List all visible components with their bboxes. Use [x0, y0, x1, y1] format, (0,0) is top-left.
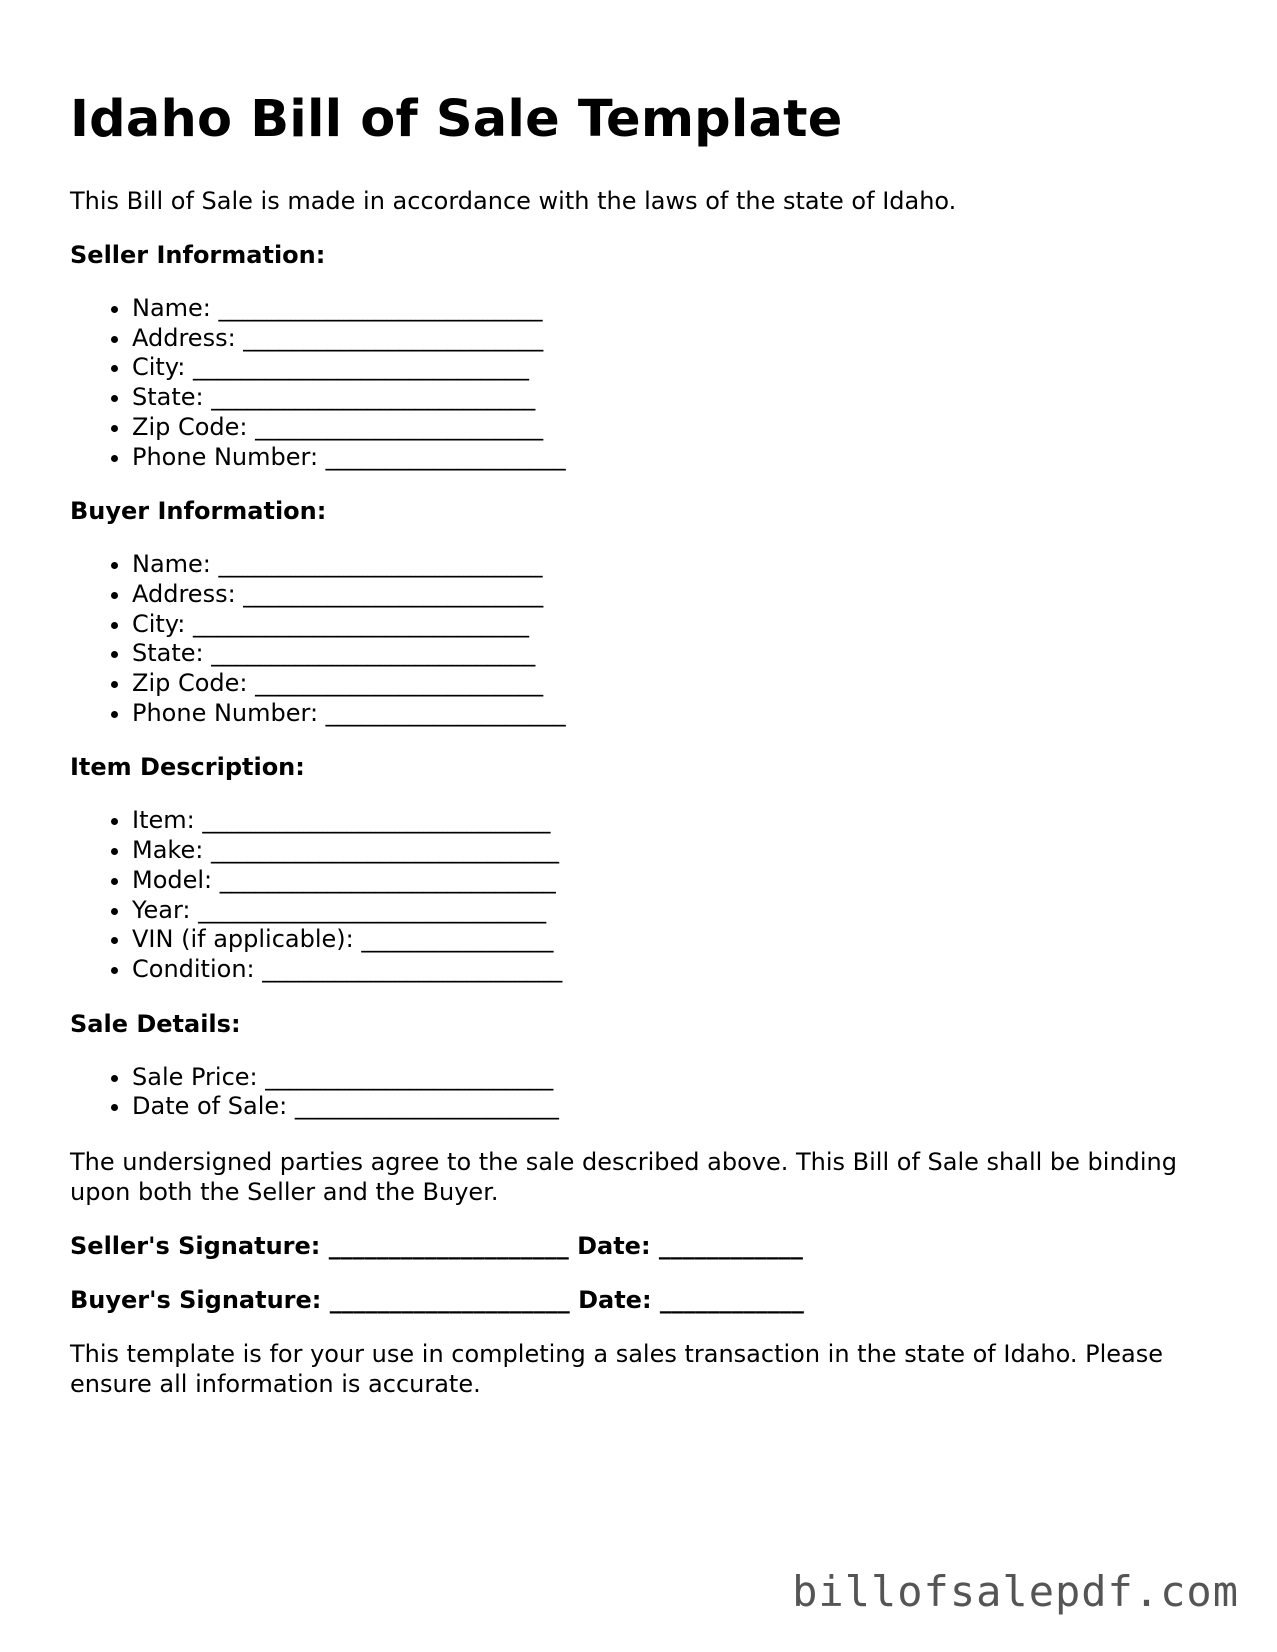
item-fields-list: [70, 806, 1220, 984]
seller-state-field: • State: ___________________________: [132, 383, 1220, 413]
buyer-address-field: • Address: _________________________: [132, 580, 1220, 610]
buyer-city-field: • City: ____________________________: [132, 610, 1220, 640]
sale-price-field: • Sale Price: ________________________: [132, 1063, 1220, 1093]
watermark-text: billofsalepdf.com: [792, 1567, 1239, 1616]
buyer-signature-line: Buyer's Signature: ____________________ Date: ____________: [70, 1286, 804, 1315]
closing-paragraph: The undersigned parties agree to the sale described above. This Bill of Sale shall be binding upon both the Seller and the Buyer.: [70, 1148, 1177, 1207]
buyer-zip-field: • Zip Code: ________________________: [132, 669, 1220, 699]
item-heading: Item Description:: [70, 753, 305, 782]
footer-note: This template is for your use in completing a sales transaction in the state of Idaho. Please ensure all information is accurate.: [70, 1340, 1164, 1399]
document-page: [70, 84, 1220, 1399]
buyer-fields-list: [70, 550, 1220, 728]
seller-zip-field: • Zip Code: ________________________: [132, 413, 1220, 443]
seller-signature-line: Seller's Signature: ____________________ Date: ____________: [70, 1232, 803, 1261]
buyer-state-field: • State: ___________________________: [132, 639, 1220, 669]
seller-phone-field: • Phone Number: ____________________: [132, 443, 1220, 473]
intro-paragraph: This Bill of Sale is made in accordance with the laws of the state of Idaho.: [70, 187, 957, 215]
item-field: • Item: _____________________________: [132, 806, 1220, 836]
seller-name-field: • Name: ___________________________: [132, 294, 1220, 324]
seller-heading: Seller Information:: [70, 241, 326, 269]
vin-field: • VIN (if applicable): ________________: [132, 925, 1220, 955]
date-of-sale-field: • Date of Sale: ______________________: [132, 1092, 1220, 1122]
year-field: • Year: _____________________________: [132, 896, 1220, 926]
sale-heading: Sale Details:: [70, 1009, 241, 1038]
seller-fields-list: [70, 294, 1220, 472]
buyer-name-field: • Name: ___________________________: [132, 550, 1220, 580]
page-title: Idaho Bill of Sale Template: [70, 90, 843, 149]
sale-fields-list: [70, 1063, 1220, 1122]
seller-address-field: • Address: _________________________: [132, 324, 1220, 354]
make-field: • Make: _____________________________: [132, 836, 1220, 866]
condition-field: • Condition: _________________________: [132, 955, 1220, 985]
seller-city-field: • City: ____________________________: [132, 353, 1220, 383]
model-field: • Model: ____________________________: [132, 866, 1220, 896]
buyer-heading: Buyer Information:: [70, 497, 327, 526]
buyer-phone-field: • Phone Number: ____________________: [132, 699, 1220, 729]
